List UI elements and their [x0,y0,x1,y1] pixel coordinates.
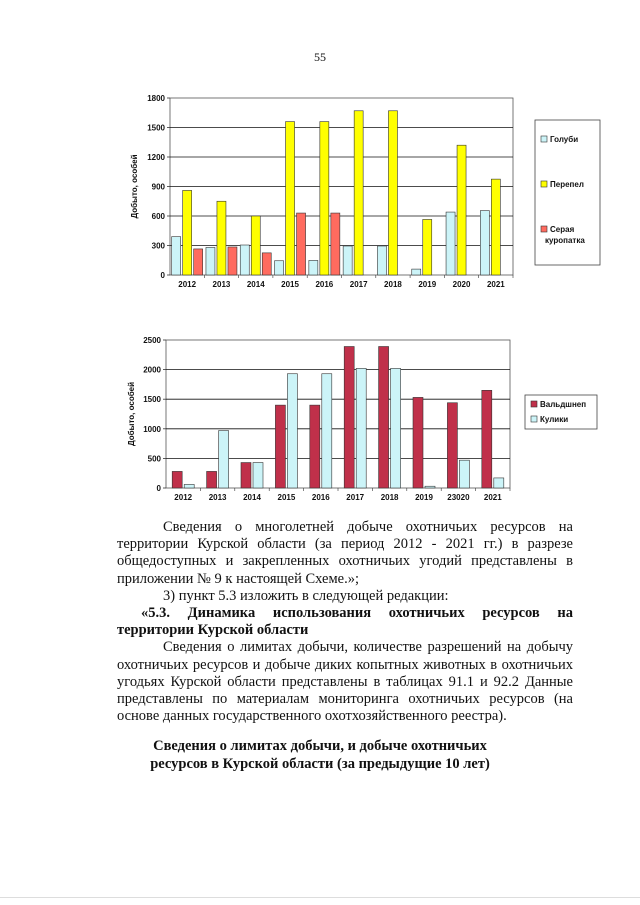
bar [207,471,217,488]
bar [320,122,329,275]
bar [344,347,354,488]
bar [446,212,455,275]
legend-swatch [531,401,537,407]
bar [184,484,194,488]
y-tick-label: 1500 [147,123,165,133]
legend-label: Вальдшнеп [540,400,587,409]
x-tick-label: 2017 [346,493,365,502]
y-tick-label: 300 [151,241,165,251]
x-tick-label: 2017 [349,280,368,289]
section-heading [117,605,573,622]
x-tick-label: 2018 [380,493,399,502]
x-tick-label: 23020 [447,493,470,502]
x-tick-label: 2021 [483,493,502,502]
bar [391,368,401,488]
heading-word: Динамика [187,605,256,622]
legend-swatch [541,136,547,142]
bar [286,122,295,275]
bar [388,111,397,275]
legend-swatch [531,416,537,422]
paragraph-limits-info: Сведения о лимитах добычи, количестве разрешений на добычу охотничьих ресурсов и добыче диких копытных животных в охотничьих угодьях Курской области представлены в таблицах 91.1 и 92.2 Данные представлены по материалам мониторинга охотничьих ресурсов (на основе данных государственного охотхозяйственного реестра). [117,639,573,725]
bar [447,403,457,488]
x-tick-label: 2019 [418,280,437,289]
x-tick-label: 2012 [174,493,193,502]
bar [425,486,435,488]
woodcock-waders-harvest-chart [0,330,640,510]
heading-word: на [557,605,573,622]
y-tick-label: 2500 [143,336,161,345]
heading-word: ресурсов [482,605,540,622]
game-birds-harvest-chart [0,85,640,300]
bar [206,247,215,275]
heading-word: «5.3. [141,605,170,622]
x-tick-label: 2021 [486,280,505,289]
y-tick-label: 0 [160,271,165,280]
page-number: 55 [314,50,326,64]
y-tick-label: 900 [151,182,165,192]
x-tick-label: 2016 [315,280,334,289]
paragraph-harvest-info: Сведения о многолетней добыче охотничьих ресурсов на территории Курской области (за период 2012 - 2021 гг.) в разрезе общедоступных и закрепленных охотничьих угодий представлены в приложении № 9 к настоящей Схеме.»; [117,519,573,587]
main-text [117,519,573,725]
legend-swatch [541,226,547,232]
bar [379,347,389,488]
bar [194,249,203,275]
y-axis-label: Добыто, особей [127,381,136,447]
x-tick-label: 2016 [311,493,330,502]
table-title: Сведения о лимитах добычи, и добыче охотничьих ресурсов в Курской области (за предыдущие 10 лет) [150,738,490,772]
bar [253,463,263,488]
x-tick-label: 2014 [246,280,265,289]
x-tick-label: 2015 [281,280,299,289]
legend-swatch [541,181,547,187]
bar [240,245,249,275]
bar [275,405,285,488]
x-tick-label: 2018 [384,280,402,289]
heading-word: охотничьих [388,605,465,622]
y-tick-label: 1000 [143,424,161,434]
bar [412,269,421,275]
x-tick-label: 2013 [212,280,231,289]
bar [219,431,229,488]
y-tick-label: 600 [151,212,165,221]
y-tick-label: 500 [147,454,161,464]
bar [241,463,251,488]
bar [482,390,492,488]
bar [309,260,318,275]
scan-edge-line [0,897,640,898]
x-tick-label: 2013 [208,493,227,502]
plot-area [166,340,510,488]
y-tick-label: 1200 [147,153,165,162]
bar [413,397,423,488]
paragraph-amendment: 3) пункт 5.3 изложить в следующей редакции: [163,587,449,604]
x-tick-label: 2019 [415,493,433,502]
heading-word: использования [272,605,372,622]
y-tick-label: 2000 [143,365,161,375]
bar [251,216,260,275]
bar [297,213,306,275]
legend-label: Серая куропатка [545,225,585,245]
legend-label: Перепел [550,180,584,189]
bar [331,213,340,275]
bar [183,190,192,275]
bar [423,219,432,275]
bar [217,201,226,275]
section-heading-continuation: территории Курской области [117,622,309,639]
y-tick-label: 1800 [147,94,165,103]
bar [172,471,182,488]
bar [322,374,332,488]
bar [228,247,237,275]
x-tick-label: 2020 [452,280,471,289]
bar [377,246,386,275]
x-tick-label: 2014 [243,493,261,502]
bar [343,246,352,275]
bar [457,145,466,275]
bar [480,211,489,275]
bar [275,261,284,275]
x-tick-label: 2012 [178,280,197,289]
legend-label: Голуби [550,135,579,144]
bar [287,374,297,488]
bar [356,368,366,488]
bar [262,253,271,275]
y-axis-label: Добыто, особей [130,154,139,219]
y-tick-label: 1500 [143,395,161,405]
bar [310,405,320,488]
y-tick-label: 0 [156,484,161,493]
legend-label: Кулики [540,415,569,424]
bar [459,460,469,488]
bar [491,179,500,275]
bar [172,237,181,275]
x-tick-label: 2015 [277,493,296,502]
bar [354,111,363,275]
bar [494,478,504,488]
